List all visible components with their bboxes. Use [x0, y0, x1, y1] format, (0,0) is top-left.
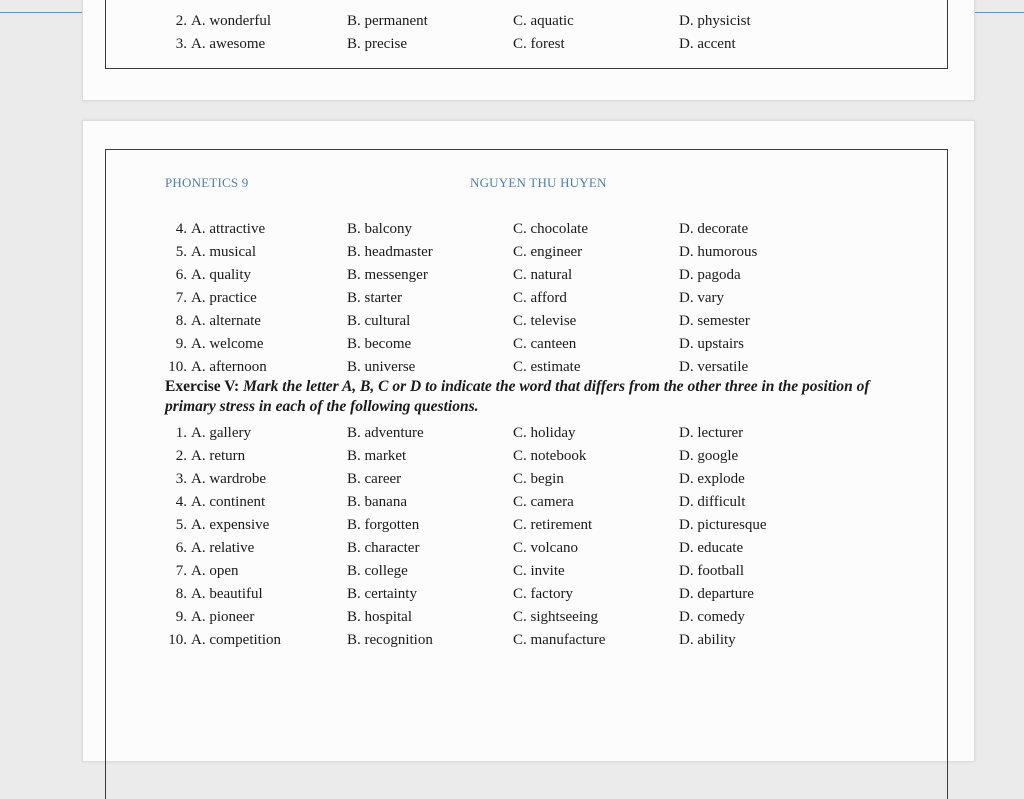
question-number: 7. — [175, 563, 187, 579]
option-c: C. afford — [513, 290, 567, 306]
option-b: B. become — [347, 336, 412, 352]
option-c: C. engineer — [513, 244, 583, 260]
question-number: 2. — [175, 448, 187, 464]
question-number: 4. — [175, 494, 187, 510]
option-c: C. camera — [513, 494, 574, 510]
option-a: A. quality — [191, 267, 251, 283]
option-c: C. forest — [513, 36, 565, 52]
option-a: A. beautiful — [191, 586, 263, 602]
option-b: B. starter — [347, 290, 402, 306]
option-c: C. aquatic — [513, 13, 574, 29]
option-b: B. recognition — [347, 632, 433, 648]
option-a: A. open — [191, 563, 239, 579]
option-b: B. headmaster — [347, 244, 433, 260]
question-number: 5. — [175, 244, 187, 260]
option-b: B. college — [347, 563, 408, 579]
header-right: NGUYEN THU HUYEN — [470, 175, 607, 190]
option-c: C. notebook — [513, 448, 587, 464]
option-d: D. comedy — [679, 609, 745, 625]
option-c: C. manufacture — [513, 632, 606, 648]
option-a: A. competition — [191, 632, 281, 648]
option-d: D. pagoda — [679, 267, 741, 283]
option-a: A. attractive — [191, 221, 266, 237]
option-b: B. adventure — [347, 425, 424, 441]
question-number: 2. — [175, 13, 187, 29]
option-a: A. welcome — [191, 336, 264, 352]
question-number: 5. — [175, 517, 187, 533]
page-2 — [82, 120, 975, 762]
option-c: C. volcano — [513, 540, 578, 556]
option-c: C. begin — [513, 471, 564, 487]
option-a: A. awesome — [191, 36, 266, 52]
option-c: C. factory — [513, 586, 573, 602]
page-1 — [82, 0, 975, 101]
option-c: C. invite — [513, 563, 565, 579]
option-b: B. certainty — [347, 586, 417, 602]
option-d: D. accent — [679, 36, 736, 52]
question-number: 6. — [175, 267, 187, 283]
question-number: 6. — [175, 540, 187, 556]
option-d: D. versatile — [679, 359, 749, 375]
option-d: D. football — [679, 563, 744, 579]
option-b: B. balcony — [347, 221, 412, 237]
header-left: PHONETICS 9 — [165, 175, 249, 190]
question-number: 1. — [175, 425, 187, 441]
exercise-v-instruction — [165, 377, 905, 417]
option-a: A. relative — [191, 540, 255, 556]
question-number: 10. — [168, 359, 187, 375]
option-c: C. televise — [513, 313, 577, 329]
option-d: D. difficult — [679, 494, 746, 510]
exercise-label: Exercise V: — [165, 378, 244, 395]
option-d: D. lecturer — [679, 425, 744, 441]
option-c: C. estimate — [513, 359, 581, 375]
question-number: 8. — [175, 586, 187, 602]
option-a: A. gallery — [191, 425, 251, 441]
option-b: B. character — [347, 540, 420, 556]
option-b: B. universe — [347, 359, 416, 375]
question-number: 10. — [168, 632, 187, 648]
question-number: 3. — [175, 471, 187, 487]
option-b: B. cultural — [347, 313, 411, 329]
option-b: B. hospital — [347, 609, 413, 625]
option-d: D. google — [679, 448, 739, 464]
option-b: B. banana — [347, 494, 407, 510]
option-d: D. upstairs — [679, 336, 744, 352]
option-a: A. continent — [191, 494, 266, 510]
option-b: B. permanent — [347, 13, 428, 29]
option-d: D. picturesque — [679, 517, 767, 533]
question-number: 7. — [175, 290, 187, 306]
option-d: D. physicist — [679, 13, 751, 29]
option-d: D. ability — [679, 632, 736, 648]
option-a: A. wonderful — [191, 13, 271, 29]
option-d: D. humorous — [679, 244, 758, 260]
question-number: 4. — [175, 221, 187, 237]
option-a: A. alternate — [191, 313, 261, 329]
option-c: C. canteen — [513, 336, 577, 352]
question-number: 3. — [175, 36, 187, 52]
option-a: A. expensive — [191, 517, 270, 533]
option-b: B. messenger — [347, 267, 428, 283]
option-a: A. practice — [191, 290, 257, 306]
option-d: D. decorate — [679, 221, 749, 237]
option-c: C. holiday — [513, 425, 576, 441]
option-b: B. career — [347, 471, 402, 487]
option-c: C. chocolate — [513, 221, 588, 237]
exercise-instruction-text: Mark the letter A, B, C or D to indicate the word that differs from the other three in the position of primary stress in each of the following questions. — [165, 378, 870, 415]
question-number: 9. — [175, 609, 187, 625]
option-d: D. explode — [679, 471, 745, 487]
option-d: D. educate — [679, 540, 744, 556]
option-b: B. forgotten — [347, 517, 420, 533]
question-number: 8. — [175, 313, 187, 329]
option-d: D. semester — [679, 313, 750, 329]
option-b: B. market — [347, 448, 407, 464]
option-a: A. wardrobe — [191, 471, 266, 487]
option-a: A. musical — [191, 244, 256, 260]
option-c: C. sightseeing — [513, 609, 598, 625]
option-c: C. retirement — [513, 517, 593, 533]
option-d: D. departure — [679, 586, 754, 602]
question-number: 9. — [175, 336, 187, 352]
option-a: A. pioneer — [191, 609, 255, 625]
option-d: D. vary — [679, 290, 724, 306]
option-a: A. afternoon — [191, 359, 267, 375]
option-a: A. return — [191, 448, 246, 464]
option-b: B. precise — [347, 36, 407, 52]
option-c: C. natural — [513, 267, 573, 283]
